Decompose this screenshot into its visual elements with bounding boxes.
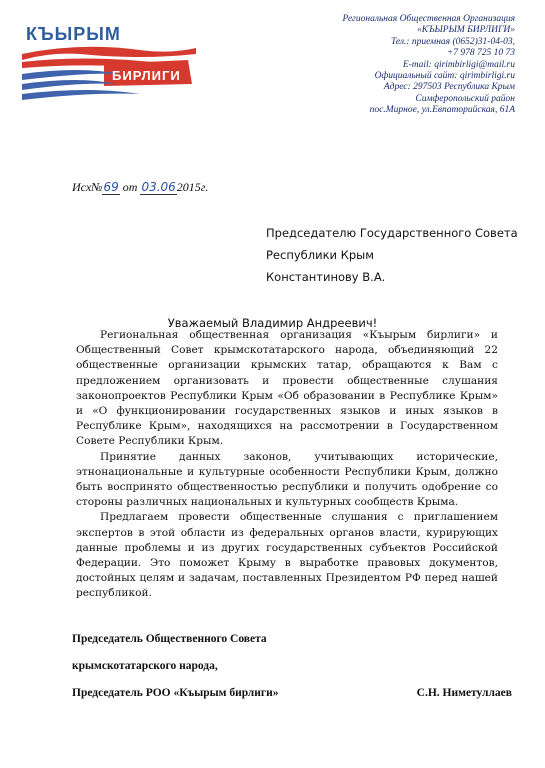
contact-line: пос.Мирное, ул.Евпаторийская, 61А [369,105,515,116]
signature-block [72,626,512,707]
ref-year: 2015г. [176,180,209,194]
signature-title-text: Председатель РОО «Къырым бирлиги» [72,687,279,699]
addressee-line: Председателю Государственного Совета [266,226,518,240]
logo-subtitle-text: БИРЛИГИ [112,68,181,83]
contact-line: «КЪЫРЫМ БИРЛИГИ» [417,25,515,36]
contact-block [275,14,515,117]
contact-line: Региональная Общественная Организация [342,14,515,24]
body-paragraph: Региональная общественная организация «Къырым бирлиги» и Общественный Совет крымскотатарского народа, объединяющий 22 общественные организации крымских татар, обращаются к Вам с предложением организовать и провести общественные слушания законопроектов Республики Крым «Об образовании в Республике Крым» и «О функционировании государственных языков и иных языков в Республике Крым», находящихся на рассмотрении в Государственном Совете Республики Крым. [76,329,498,448]
signature-title-line [72,680,512,707]
salutation: Уважаемый Владимир Андреевич! [167,316,378,330]
logo-title-text: КЪЫРЫМ [26,24,121,44]
contact-line: E-mail: qirimbirligi@mail.ru [402,59,515,70]
contact-line: Официальный сайт: qirimbirligi.ru [374,71,515,82]
contact-line: Тел.: приемная (0652)31-04-03, [390,36,515,47]
signature-title-line: крымскотатарского народа, [72,660,218,672]
addressee-line: Республики Крым [266,248,374,262]
ref-date: 03.06 [141,180,176,194]
signature-title-line: Председатель Общественного Совета [72,633,267,645]
body-paragraph: Принятие данных законов, учитывающих исторические, этнонациональные и культурные особенности Республики Крым, должно быть воспринято общественностью республики и получить одобрение со стороны различных национальных и культурных сообществ Крыма. [76,450,498,509]
contact-line: Симферопольский район [415,93,515,104]
addressee-line: Константинову В.А. [266,270,386,284]
ref-prefix: Исх№ [72,180,103,194]
contact-line: +7 978 725 10 73 [446,48,515,59]
ref-from-label: от [122,180,138,194]
organization-logo [20,14,200,104]
letter-body [76,328,498,602]
ref-number: 69 [103,180,119,194]
outgoing-reference [72,180,208,195]
contact-line: Адрес: 297503 Республика Крым [383,82,515,93]
addressee-block [266,222,518,288]
signatory-name: С.Н. Ниметуллаев [416,687,512,699]
body-paragraph: Предлагаем провести общественные слушания с приглашением экспертов в этой области из федеральных органов власти, курирующих данные проблемы и из других государственных субъектов Российской Федерации. Это поможет Крыму в выработке правовых документов, достойных целям и задачам, поставленных Президентом РФ перед нашей республикой. [76,511,498,600]
